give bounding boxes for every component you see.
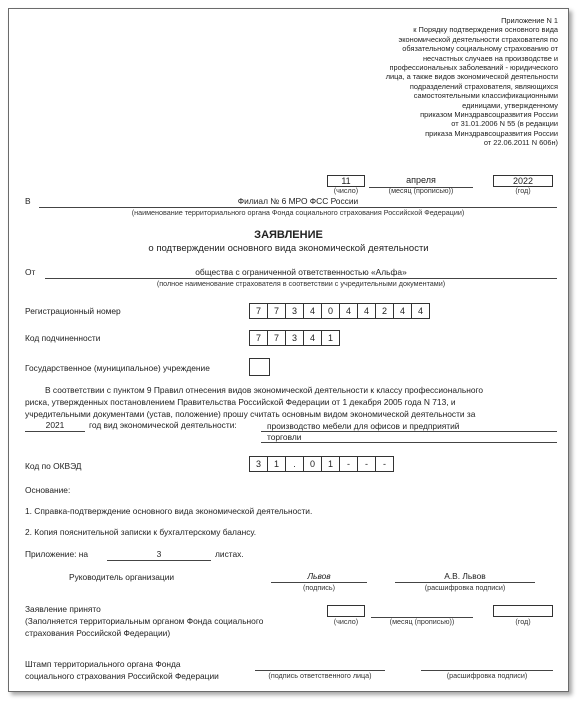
okved-label: Код по ОКВЭД <box>25 461 82 471</box>
date-month-caption: (месяц (прописью)) <box>388 186 454 195</box>
activity-line-2[interactable]: торговли <box>267 432 302 442</box>
okved-digit: - <box>357 456 376 472</box>
stamp-sign-caption: (подпись ответственного лица) <box>268 671 372 680</box>
header-note <box>318 16 558 148</box>
okved-digit: 0 <box>303 456 322 472</box>
basis-item-1: 1. Справка-подтверждение основного вида экономической деятельности. <box>25 506 313 516</box>
accepted-year-caption: (год) <box>515 617 531 626</box>
date-year-field[interactable]: 2022 <box>493 175 553 187</box>
sub-code-cells[interactable] <box>249 330 339 346</box>
header-note-line: самостоятельными классификационными <box>413 91 558 101</box>
header-note-line: к Порядку подтверждения основного вида <box>413 25 558 35</box>
reg-digit: 7 <box>267 303 286 319</box>
header-note-line: приказом Минздравсоцразвития России <box>420 110 558 120</box>
head-sign-caption: (подпись) <box>303 583 335 592</box>
sub-digit: 3 <box>285 330 304 346</box>
header-note-line: несчастных случаев на производстве и <box>422 53 558 63</box>
okved-digit: 3 <box>249 456 268 472</box>
sub-code-label: Код подчиненности <box>25 333 101 343</box>
attach-suffix: листах. <box>215 549 244 559</box>
head-name[interactable]: А.В. Львов <box>444 571 486 581</box>
header-note-line: обязательному социальному страхованию от <box>402 44 558 54</box>
sub-digit: 7 <box>267 330 286 346</box>
accepted-note-2: страхования Российской Федерации) <box>25 628 171 638</box>
document-subtitle: о подтверждении основного вида экономической деятельности <box>148 243 429 254</box>
reg-digit: 4 <box>411 303 430 319</box>
accepted-day-field[interactable] <box>327 605 365 617</box>
stamp-line-1: Штамп территориального органа Фонда <box>25 659 181 669</box>
header-note-line: от 31.01.2006 N 55 (в редакции <box>451 119 558 129</box>
reg-number-label: Регистрационный номер <box>25 306 121 316</box>
okved-digit: - <box>375 456 394 472</box>
header-note-line: приказа Минздравсоцразвития России <box>425 128 558 138</box>
to-caption: (наименование территориального органа Фонда социального страхования Российской Федерации) <box>131 208 465 217</box>
header-note-line: Приложение N 1 <box>501 16 558 25</box>
reg-digit: 3 <box>285 303 304 319</box>
date-year-caption: (год) <box>515 186 531 195</box>
body-year[interactable]: 2021 <box>45 420 65 430</box>
okved-digit: . <box>285 456 304 472</box>
head-signature[interactable]: Львов <box>307 571 331 581</box>
reg-digit: 4 <box>339 303 358 319</box>
stamp-name-caption: (расшифровка подписи) <box>446 671 528 680</box>
to-value[interactable]: Филиал № 6 МРО ФСС России <box>237 196 359 206</box>
okved-digit: 1 <box>267 456 286 472</box>
attach-count[interactable]: 3 <box>156 549 162 559</box>
reg-digit: 4 <box>303 303 322 319</box>
from-caption: (полное наименование страхователя в соответствии с учредительными документами) <box>156 279 446 288</box>
gov-label: Государственное (муниципальное) учреждение <box>25 363 210 373</box>
header-note-line: лица, а также видов экономической деятельности <box>385 72 558 82</box>
accepted-month-caption: (месяц (прописью)) <box>389 617 455 626</box>
stamp-line-2: социального страхования Российской Федерации <box>25 671 219 681</box>
accepted-title: Заявление принято <box>25 604 101 614</box>
header-note-line: экономической деятельности страхователя по <box>398 34 558 44</box>
activity-line-1[interactable]: производство мебели для офисов и предприятий <box>267 421 460 431</box>
okved-digit: 1 <box>321 456 340 472</box>
header-note-line: единицами, утвержденному <box>462 100 558 110</box>
date-day-field[interactable]: 11 <box>327 175 365 187</box>
okved-digit: - <box>339 456 358 472</box>
accepted-year-field[interactable] <box>493 605 553 617</box>
head-label: Руководитель организации <box>69 572 175 582</box>
header-note-line: профессиональных заболеваний - юридического <box>389 63 558 73</box>
from-prefix: От <box>25 267 36 277</box>
reg-number-cells[interactable] <box>249 303 429 319</box>
body-line-3: учредительными документами (устав, положение) прошу считать основным видом экономической деятельности за <box>25 409 476 419</box>
date-month-value[interactable]: апреля <box>406 175 436 185</box>
accepted-note-1: (Заполняется территориальным органом Фонда социального <box>25 616 264 626</box>
body-line-2: риска, утвержденных постановлением Правительства Российской Федерации от 1 декабря 2005 года N 713, и <box>25 397 456 407</box>
basis-label: Основание: <box>25 485 71 495</box>
reg-digit: 7 <box>249 303 268 319</box>
document-page <box>8 8 569 692</box>
reg-digit: 2 <box>375 303 394 319</box>
okved-cells[interactable] <box>249 456 393 472</box>
date-day-caption: (число) <box>333 186 359 195</box>
from-value[interactable]: общества с ограниченной ответственностью «Альфа» <box>195 267 407 277</box>
body-line-1: В соответствии с пунктом 9 Правил отнесения видов экономической деятельности к классу профессионального <box>45 385 484 395</box>
reg-digit: 0 <box>321 303 340 319</box>
head-name-caption: (расшифровка подписи) <box>424 583 506 592</box>
reg-digit: 4 <box>357 303 376 319</box>
reg-digit: 4 <box>393 303 412 319</box>
accepted-day-caption: (число) <box>333 617 359 626</box>
basis-item-2: 2. Копия пояснительной записки к бухгалтерскому балансу. <box>25 527 257 537</box>
header-note-line: подразделений страхователя, являющихся <box>409 81 558 91</box>
sub-digit: 4 <box>303 330 322 346</box>
to-prefix: В <box>25 196 31 206</box>
document-title: ЗАЯВЛЕНИЕ <box>254 229 323 241</box>
sub-digit: 1 <box>321 330 340 346</box>
body-line-4: год вид экономической деятельности: <box>89 420 237 430</box>
sub-digit: 7 <box>249 330 268 346</box>
gov-checkbox[interactable] <box>249 358 270 376</box>
attach-prefix: Приложение: на <box>25 549 89 559</box>
header-note-line: от 22.06.2011 N 606н) <box>483 138 558 148</box>
